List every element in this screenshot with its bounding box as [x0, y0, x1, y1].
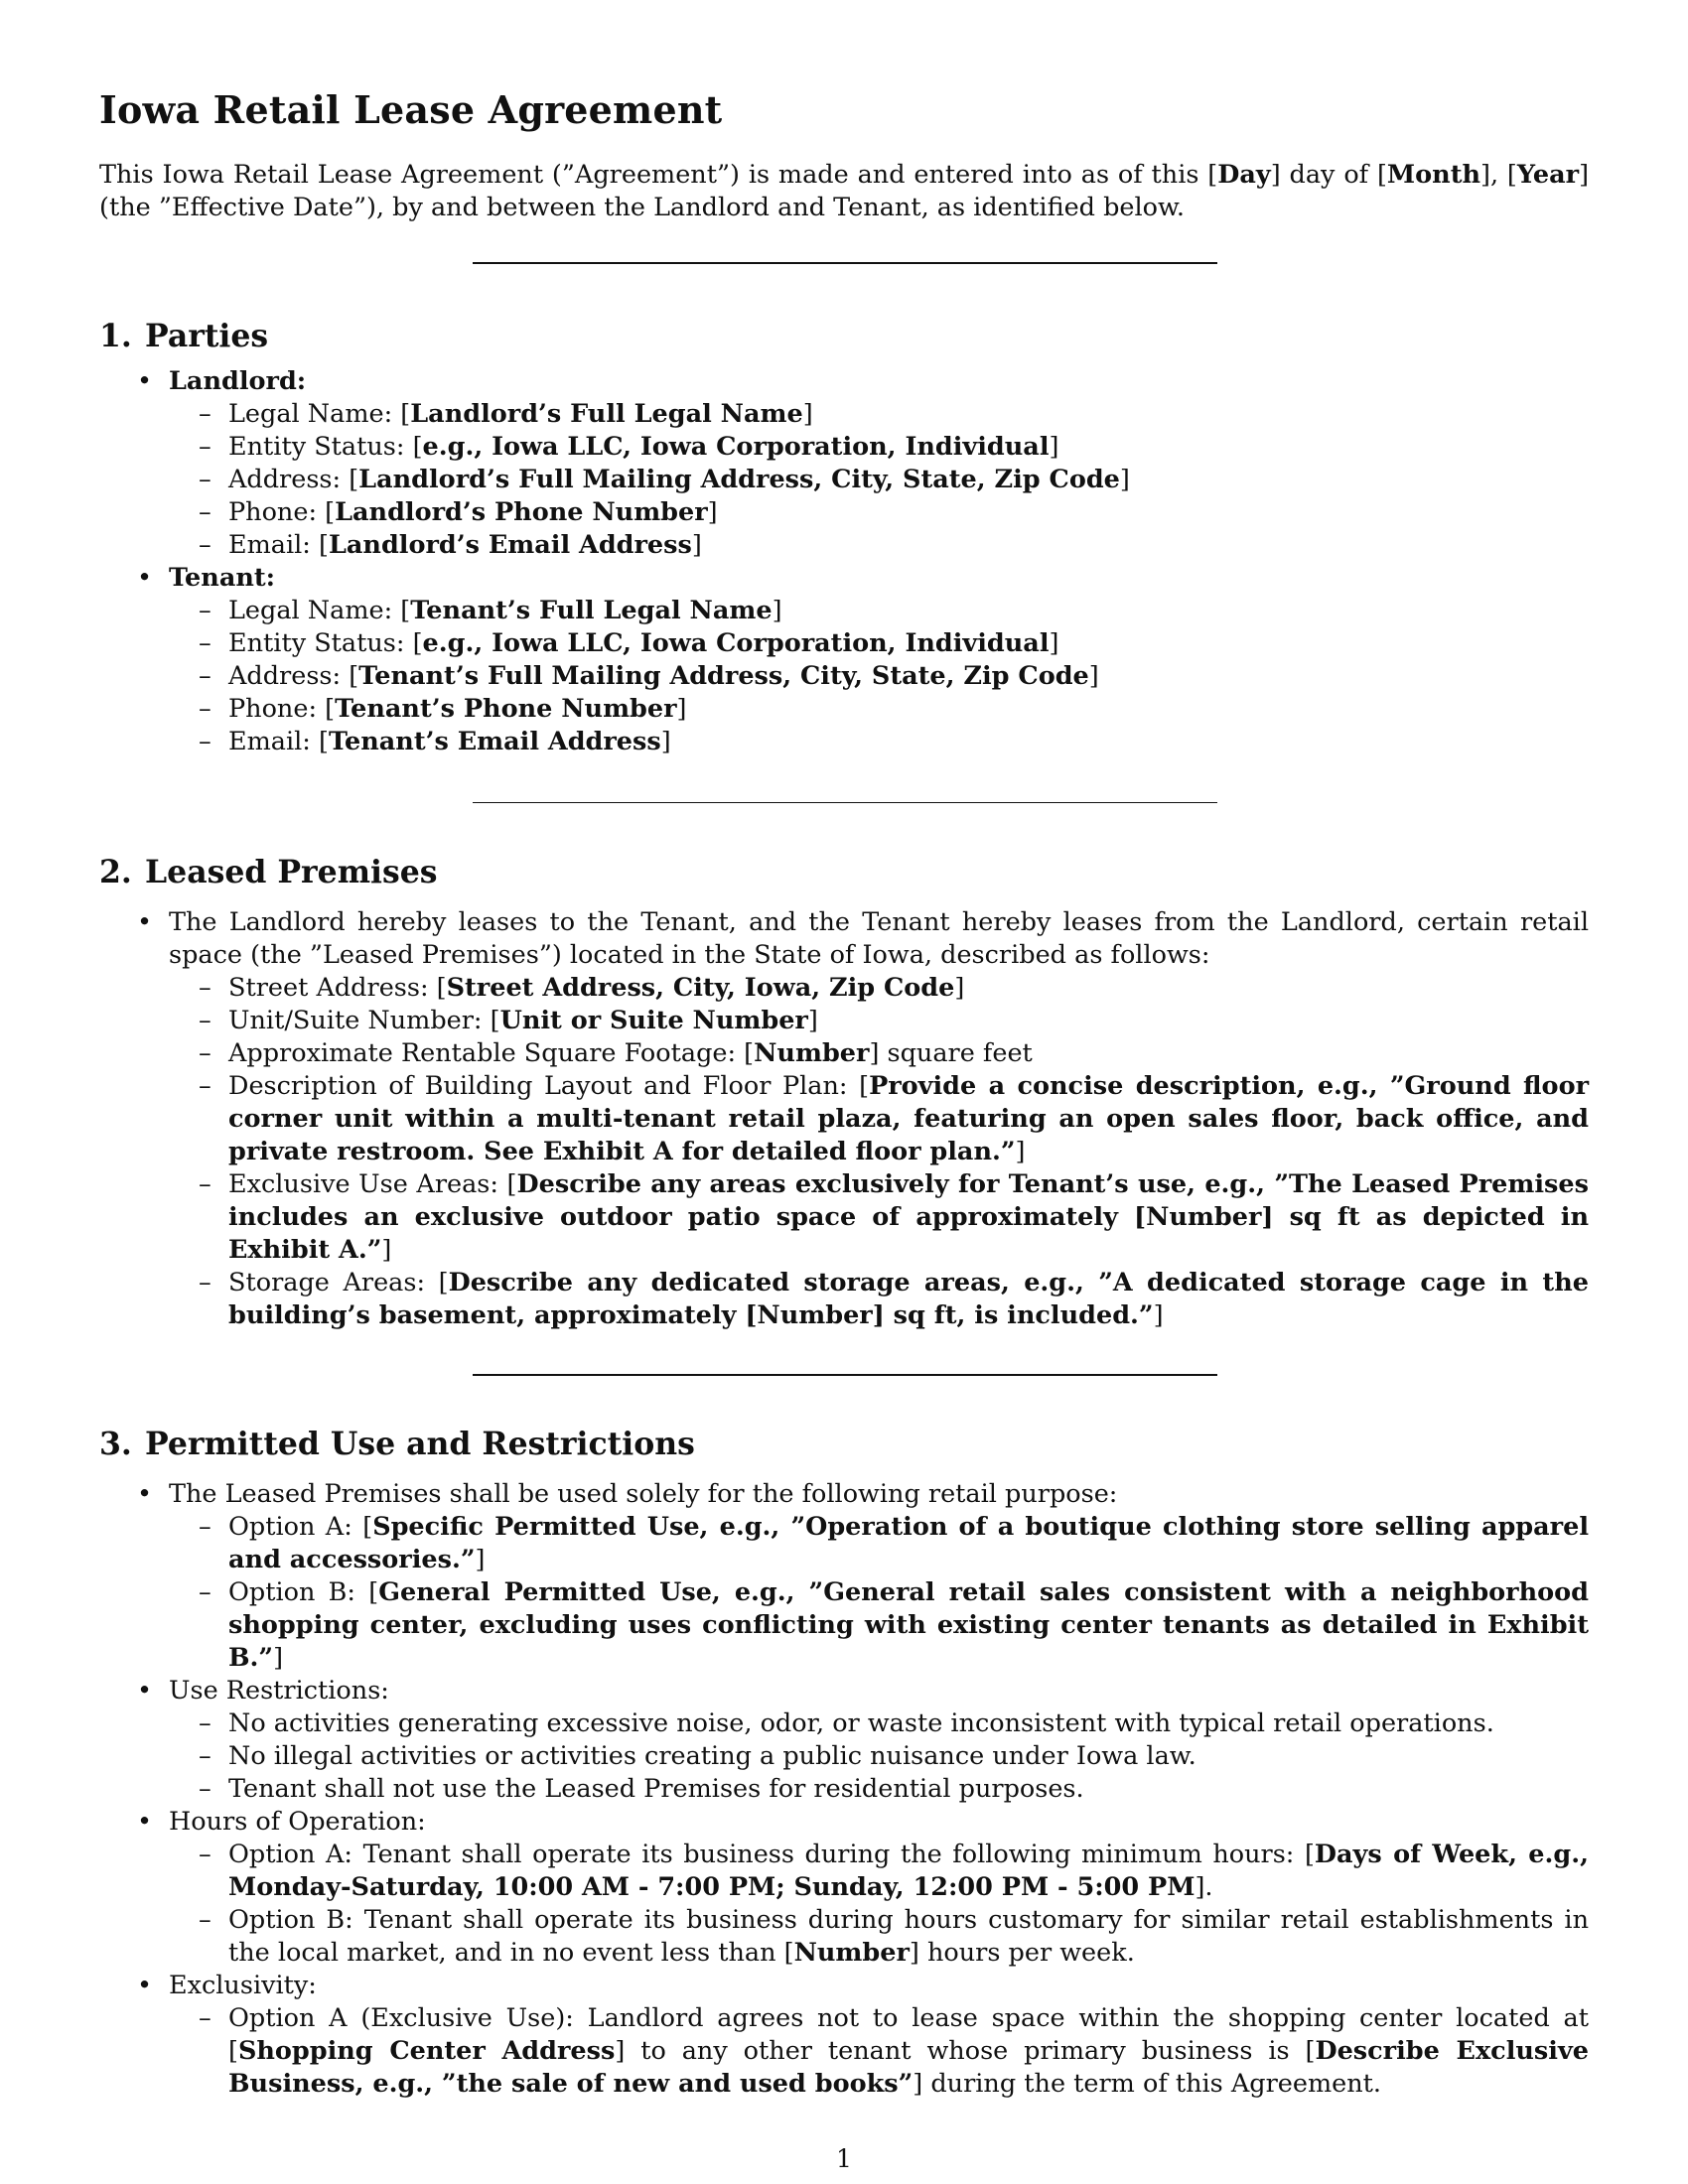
permitted-use-list — [99, 1478, 1589, 2101]
section-heading-parties: 1. Parties — [99, 318, 269, 354]
page-number: 1 — [836, 2144, 852, 2173]
section-divider — [473, 1374, 1217, 1376]
section-heading-permitted-use: 3. Permitted Use and Restrictions — [99, 1426, 695, 1462]
list-item-hours: • Hours of Operation: – Option A: Tenant shall operate its business during the following minimum hours: [Days of Week, e.g., Monday-Saturday, 10:00 AM - 7:00 PM; Sunday, 12:00 PM - 5:00 PM]. – Option B: Tenant shall operate its business during hours customary for similar retail establishments in the local market, and in no event less than [Number] hours per week. — [99, 1806, 1589, 1970]
parties-list — [99, 365, 1589, 758]
section-heading-leased-premises: 2. Leased Premises — [99, 854, 438, 890]
list-item: • The Landlord hereby leases to the Tenant, and the Tenant hereby leases from the Landlord, certain retail space (the ”Leased Premises”) located in the State of Iowa, described as follows: – Street Address: [Street Address, City, Iowa, Zip Code] – Unit/Suite Number: [Unit or Suite Number] – Approximate Rentable Square Footage: [Number] square feet – Description of Building Layout and Floor Plan: [Provide a concise description, e.g., ”Ground floor corner unit within a multi-tenant retail plaza, featuring an open sales floor, back office, and private restroom. See Exhibit A for detailed floor plan.”] – Exclusive Use Areas: [Describe any areas exclusively for Tenant’s use, e.g., ”The Leased Premises includes an exclusive outdoor patio space of approximately [Number] sq ft as depicted in Exhibit A.”] – Storage Areas: [Describe any dedicated storage areas, e.g., ”A dedicated storage cage in the building’s basement, approximately [Number] sq ft, is included.”] — [99, 906, 1589, 1332]
list-item: – Tenant shall not use the Leased Premises for residential purposes. — [169, 1773, 1589, 1806]
list-item-exclusivity: • Exclusivity: – Option A (Exclusive Use): Landlord agrees not to lease space within the shopping center located at [Shopping Center Address] to any other tenant whose primary business is [Describe Exclusive Business, e.g., ”the sale of new and used books”] during the term of this Agreement. — [99, 1970, 1589, 2101]
list-item: – Option B: [General Permitted Use, e.g., ”General retail sales consistent with a neighborhood shopping center, excluding uses conflicting with existing center tenants as detailed in Exhibit B.”] — [169, 1576, 1589, 1675]
landlord-details — [169, 398, 1589, 562]
list-item: – Storage Areas: [Describe any dedicated storage areas, e.g., ”A dedicated storage cage in the building’s basement, approximately [Number] sq ft, is included.”] — [169, 1267, 1589, 1332]
premises-details — [169, 972, 1589, 1332]
leased-premises-list — [99, 906, 1589, 1332]
list-item: – Email: [Tenant’s Email Address] — [169, 726, 1589, 758]
tenant-details — [169, 595, 1589, 758]
list-item: – Address: [Landlord’s Full Mailing Address, City, State, Zip Code] — [169, 464, 1589, 496]
list-item: – Option A: [Specific Permitted Use, e.g., ”Operation of a boutique clothing store selling apparel and accessories.”] — [169, 1511, 1589, 1576]
list-item: – Legal Name: [Tenant’s Full Legal Name] — [169, 595, 1589, 627]
year-placeholder: Year — [1516, 160, 1580, 190]
list-item-permitted-use: • The Leased Premises shall be used solely for the following retail purpose: – Option A: [Specific Permitted Use, e.g., ”Operation of a boutique clothing store selling apparel and accessories.”] – Option B: [General Permitted Use, e.g., ”General retail sales consistent with a neighborhood shopping center, excluding uses conflicting with existing center tenants as detailed in Exhibit B.”] — [99, 1478, 1589, 1675]
list-item: – Address: [Tenant’s Full Mailing Address, City, State, Zip Code] — [169, 660, 1589, 693]
list-item: – Email: [Landlord’s Email Address] — [169, 529, 1589, 562]
list-item: – Unit/Suite Number: [Unit or Suite Number] — [169, 1005, 1589, 1037]
exclusivity-options — [169, 2002, 1589, 2101]
list-item: – Exclusive Use Areas: [Describe any areas exclusively for Tenant’s use, e.g., ”The Leased Premises includes an exclusive outdoor patio space of approximately [Number] sq ft as depicted in Exhibit A.”] — [169, 1168, 1589, 1267]
list-item-landlord: • Landlord: – Legal Name: [Landlord’s Full Legal Name] – Entity Status: [e.g., Iowa LLC, Iowa Corporation, Individual] – Address: [Landlord’s Full Mailing Address, City, State, Zip Code] – Phone: [Landlord’s Phone Number] – Email: [Landlord’s Email Address] — [99, 365, 1589, 562]
document-title: Iowa Retail Lease Agreement — [99, 87, 723, 132]
list-item: – Option A (Exclusive Use): Landlord agrees not to lease space within the shopping center located at [Shopping Center Address] to any other tenant whose primary business is [Describe Exclusive Business, e.g., ”the sale of new and used books”] during the term of this Agreement. — [169, 2002, 1589, 2101]
list-item: – Description of Building Layout and Floor Plan: [Provide a concise description, e.g., ”Ground floor corner unit within a multi-tenant retail plaza, featuring an open sales floor, back office, and private restroom. See Exhibit A for detailed floor plan.”] — [169, 1070, 1589, 1168]
intro-paragraph: This Iowa Retail Lease Agreement (”Agreement”) is made and entered into as of this [Day] day of [Month], [Year] (the ”Effective Date”), by and between the Landlord and Tenant, as identified below. — [99, 160, 1590, 222]
list-item: – No illegal activities or activities creating a public nuisance under Iowa law. — [169, 1740, 1589, 1773]
list-item: – Option A: Tenant shall operate its business during the following minimum hours: [Days of Week, e.g., Monday-Saturday, 10:00 AM - 7:00 PM; Sunday, 12:00 PM - 5:00 PM]. — [169, 1839, 1589, 1904]
use-restrictions-list — [169, 1707, 1589, 1806]
list-item-tenant: • Tenant: – Legal Name: [Tenant’s Full Legal Name] – Entity Status: [e.g., Iowa LLC, Iowa Corporation, Individual] – Address: [Tenant’s Full Mailing Address, City, State, Zip Code] – Phone: [Tenant’s Phone Number] – Email: [Tenant’s Email Address] — [99, 562, 1589, 758]
section-divider — [473, 262, 1217, 264]
month-placeholder: Month — [1386, 160, 1481, 190]
list-item-use-restrictions: • Use Restrictions: – No activities generating excessive noise, odor, or waste inconsistent with typical retail operations. – No illegal activities or activities creating a public nuisance under Iowa law. – Tenant shall not use the Leased Premises for residential purposes. — [99, 1675, 1589, 1806]
list-item: – Phone: [Tenant’s Phone Number] — [169, 693, 1589, 726]
list-item: – Legal Name: [Landlord’s Full Legal Name] — [169, 398, 1589, 431]
list-item: – Option B: Tenant shall operate its business during hours customary for similar retail establishments in the local market, and in no event less than [Number] hours per week. — [169, 1904, 1589, 1970]
permitted-use-options — [169, 1511, 1589, 1675]
list-item: – Phone: [Landlord’s Phone Number] — [169, 496, 1589, 529]
list-item: – Entity Status: [e.g., Iowa LLC, Iowa Corporation, Individual] — [169, 431, 1589, 464]
list-item: – Entity Status: [e.g., Iowa LLC, Iowa Corporation, Individual] — [169, 627, 1589, 660]
list-item: – Approximate Rentable Square Footage: [Number] square feet — [169, 1037, 1589, 1070]
section-divider — [473, 802, 1217, 803]
list-item: – No activities generating excessive noise, odor, or waste inconsistent with typical retail operations. — [169, 1707, 1589, 1740]
hours-options — [169, 1839, 1589, 1970]
day-placeholder: Day — [1217, 160, 1271, 190]
list-item: – Street Address: [Street Address, City, Iowa, Zip Code] — [169, 972, 1589, 1005]
